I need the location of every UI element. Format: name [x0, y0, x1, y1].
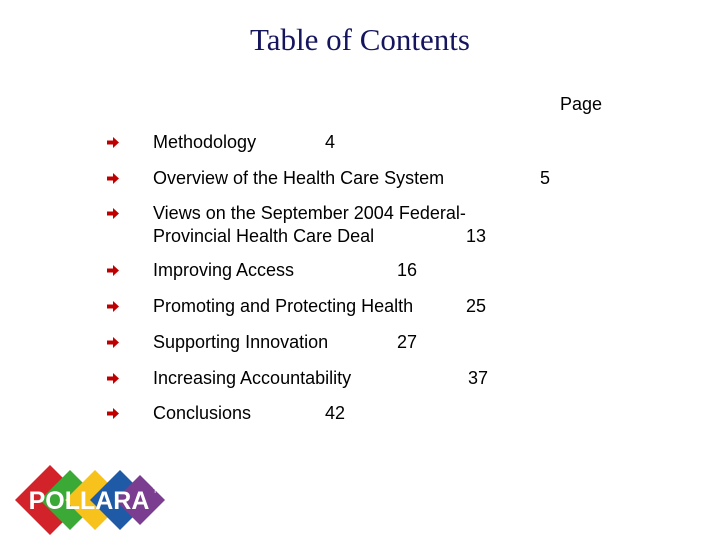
toc-item-page: 16 — [397, 260, 418, 280]
toc-item-label-line1: Views on the September 2004 Federal- — [153, 203, 466, 223]
toc-item-page: 25 — [466, 296, 487, 316]
arrow-right-icon — [107, 208, 119, 219]
arrow-right-icon — [107, 373, 119, 384]
toc-item-label: Supporting Innovation — [153, 332, 329, 352]
toc-item-page: 13 — [466, 226, 487, 246]
toc-item-page: 37 — [468, 368, 489, 388]
toc-item-label-line2: Provincial Health Care Deal — [153, 226, 375, 246]
toc-item-label: Increasing Accountability — [153, 368, 352, 388]
toc-item-page: 42 — [325, 403, 346, 423]
logo-text: POLLARA — [28, 487, 150, 515]
arrow-right-icon — [107, 301, 119, 312]
toc-item-label: Overview of the Health Care System — [153, 168, 445, 188]
arrow-right-icon — [107, 173, 119, 184]
toc-item-label: Conclusions — [153, 403, 252, 423]
arrow-right-icon — [107, 137, 119, 148]
toc-item-label: Promoting and Protecting Health — [153, 296, 414, 316]
logo-trademark: TM — [153, 488, 164, 495]
arrow-right-icon — [107, 408, 119, 419]
toc-item-page: 5 — [540, 168, 551, 188]
toc-item-label: Improving Access — [153, 260, 295, 280]
toc-item-page: 4 — [325, 132, 336, 152]
pollara-logo — [15, 465, 165, 535]
page-column-label: Page — [559, 94, 602, 114]
arrow-right-icon — [107, 337, 119, 348]
arrow-right-icon — [107, 265, 119, 276]
page-title: Table of Contents — [250, 22, 470, 57]
toc-item-label: Methodology — [153, 132, 257, 152]
toc-item-page: 27 — [397, 332, 418, 352]
